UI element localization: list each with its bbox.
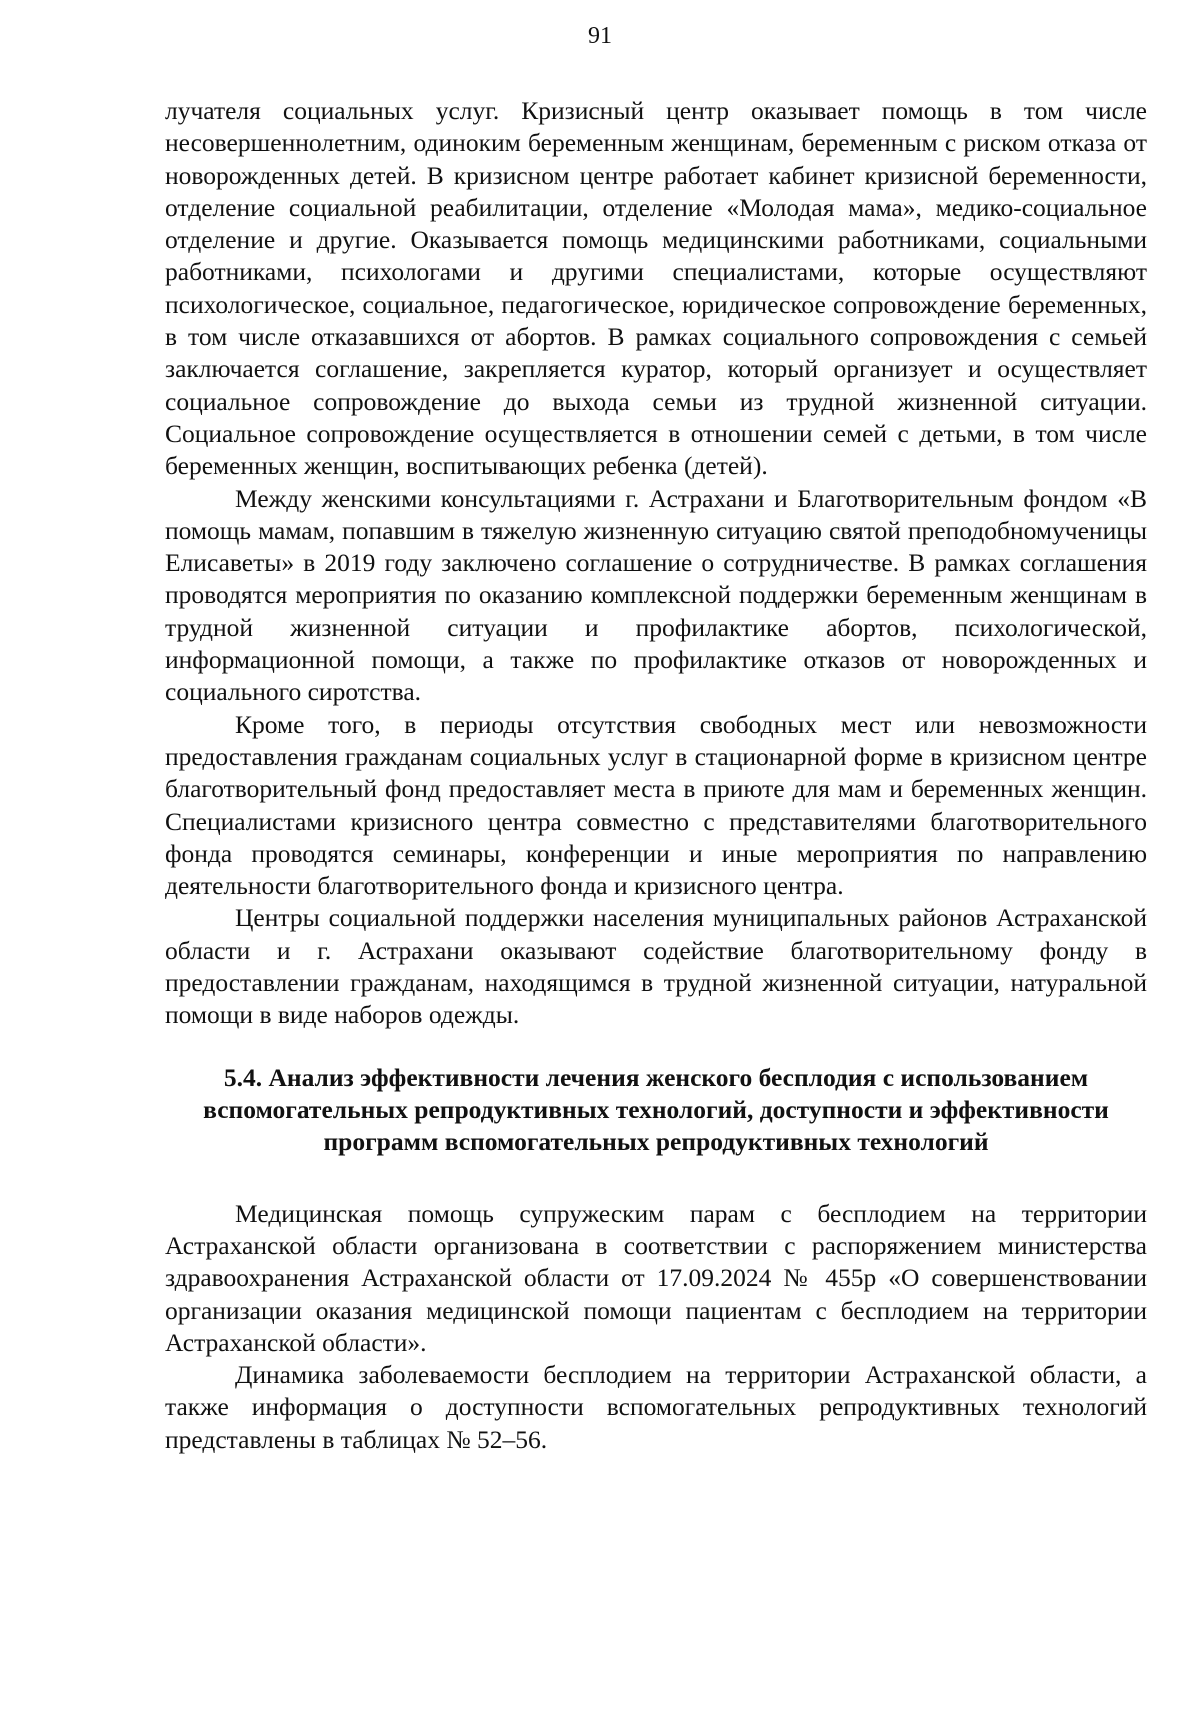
section-heading: 5.4. Анализ эффективности лечения женского бесплодия с использованием вспомогательных репродуктивных технологий, доступности и эффективности программ вспомогательных репродуктивных технологий (203, 1062, 1109, 1156)
paragraph-medical-care-order: Медицинская помощь супружеским парам с бесплодием на территории Астраханской области организована в соответствии с распоряжением министерства здравоохранения Астраханской области от 17.09.2024 № 455р «О совершенствовании организации оказания медицинской помощи пациентам с бесплодием на территории Астраханской области». (165, 1198, 1147, 1357)
paragraph-social-support-centers: Центры социальной поддержки населения муниципальных районов Астраханской области и г. Астрахани оказывают содействие благотворительному фонду в предоставлении гражданам, находящимся в трудной жизненной ситуации, натуральной помощи в виде наборов одежды. (165, 903, 1147, 1030)
paragraph-shelter-places: Кроме того, в периоды отсутствия свободных мест или невозможности предоставления гражданам социальных услуг в стационарной форме в кризисном центре благотворительный фонд предоставляет места в приюте для мам и беременных женщин. Специалистами кризисного центра совместно с представителями благотворительного фонда проводятся семинары, конференции и иные мероприятия по направлению деятельности благотворительного фонда и кризисного центра. (165, 709, 1147, 901)
paragraph-charity-agreement: Между женскими консультациями г. Астрахани и Благотворительным фондом «В помощь мамам, попавшим в тяжелую жизненную ситуацию святой преподобномученицы Елисаветы» в 2019 году заключено соглашение о сотрудничестве. В рамках соглашения проводятся мероприятия по оказанию комплексной поддержки беременным женщинам в трудной жизненной ситуации и профилактике абортов, психологической, информационной помощи, а также по профилактике отказов от новорожденных и социального сиротства. (165, 483, 1147, 707)
page-number: 91 (588, 23, 612, 49)
paragraph-infertility-dynamics: Динамика заболеваемости бесплодием на территории Астраханской области, а также информация о доступности вспомогательных репродуктивных технологий представлены в таблицах № 52–56. (165, 1360, 1147, 1454)
page-body (165, 95, 1147, 1456)
paragraph-continuation: лучателя социальных услуг. Кризисный центр оказывает помощь в том числе несовершеннолетним, одиноким беременным женщинам, беременным с риском отказа от новорожденных детей. В кризисном центре работает кабинет кризисной беременности, отделение социальной реабилитации, отделение «Молодая мама», медико-социальное отделение и другие. Оказывается помощь медицинскими работниками, социальными работниками, психологами и другими специалистами, которые осуществляют психологическое, социальное, педагогическое, юридическое сопровождение беременных, в том числе отказавшихся от абортов. В рамках социального сопровождения с семьей заключается соглашение, закрепляется куратор, который организует и осуществляет социальное сопровождение до выхода семьи из трудной жизненной ситуации. Социальное сопровождение осуществляется в отношении семей с детьми, в том числе беременных женщин, воспитывающих ребенка (детей). (165, 96, 1147, 481)
